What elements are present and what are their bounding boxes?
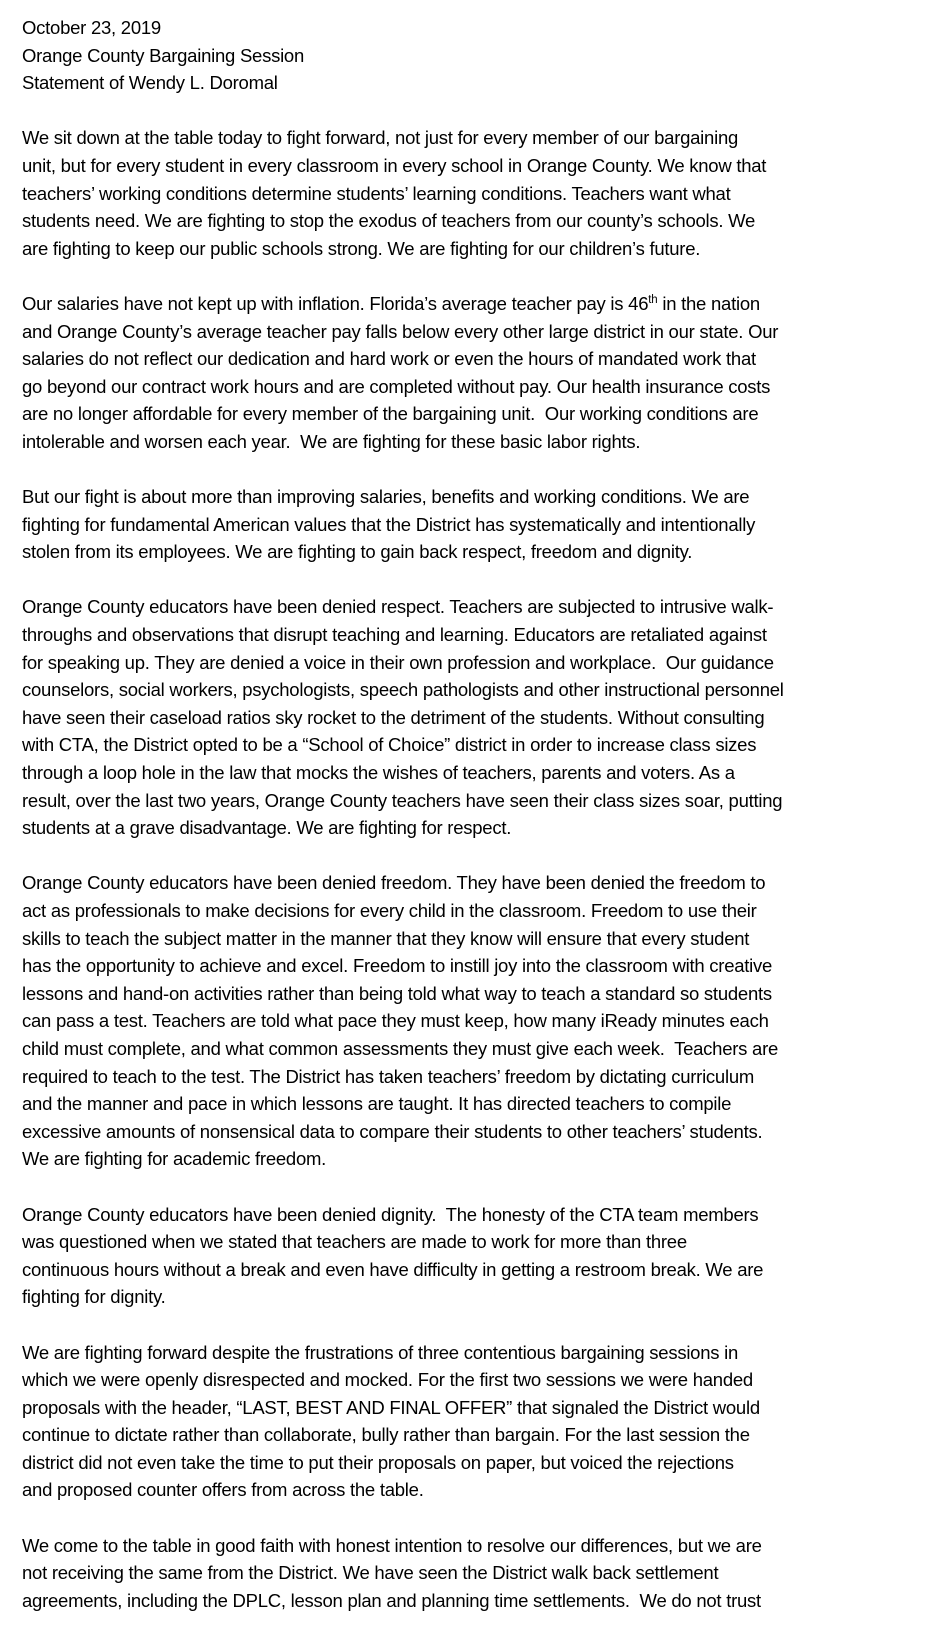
- text-line: skills to teach the subject matter in the manner that they know will ensure that every student: [22, 927, 750, 949]
- text-line: We are fighting for academic freedom.: [22, 1148, 327, 1170]
- paragraph: [22, 1339, 924, 1505]
- paragraph: [22, 483, 924, 566]
- text-line: have seen their caseload ratios sky rocket to the detriment of the students. Without consulting: [22, 706, 765, 728]
- paragraph: [22, 1201, 924, 1311]
- text-line: and Orange County’s average teacher pay falls below every other large district in our state. Our: [22, 320, 779, 342]
- text-line: through a loop hole in the law that mocks the wishes of teachers, parents and voters. As a: [22, 762, 735, 784]
- text-line: child must complete, and what common assessments they must give each week. Teachers are: [22, 1037, 779, 1059]
- text-line: fighting for dignity.: [22, 1286, 166, 1308]
- text-line: agreements, including the DPLC, lesson plan and planning time settlements. We do not trust: [22, 1589, 761, 1611]
- header-block: [22, 14, 924, 97]
- document-body: [22, 124, 924, 1614]
- text-line: Our salaries have not kept up with inflation. Florida’s average teacher pay is 46th in the nation: [22, 292, 760, 314]
- text-line: Orange County educators have been denied respect. Teachers are subjected to intrusive walk-: [22, 596, 774, 618]
- paragraph: [22, 290, 924, 456]
- text-line: proposals with the header, “LAST, BEST AND FINAL OFFER” that signaled the District would: [22, 1396, 760, 1418]
- text-line: for speaking up. They are denied a voice in their own profession and workplace. Our guidance: [22, 651, 774, 673]
- text-line: excessive amounts of nonsensical data to compare their students to other teachers’ students.: [22, 1120, 763, 1142]
- text-line: lessons and hand-on activities rather than being told what way to teach a standard so students: [22, 982, 772, 1004]
- text-line: We come to the table in good faith with honest intention to resolve our differences, but we are: [22, 1534, 762, 1556]
- header-line: Orange County Bargaining Session: [22, 44, 305, 66]
- paragraph: [22, 593, 924, 841]
- text-line: and the manner and pace in which lessons are taught. It has directed teachers to compile: [22, 1093, 732, 1115]
- text-line: teachers’ working conditions determine students’ learning conditions. Teachers want what: [22, 182, 731, 204]
- text-line: was questioned when we stated that teachers are made to work for more than three: [22, 1231, 687, 1253]
- text-line: are fighting to keep our public schools strong. We are fighting for our children’s future.: [22, 237, 701, 259]
- text-line: counselors, social workers, psychologists, speech pathologists and other instructional personnel: [22, 679, 784, 701]
- text-line: We are fighting forward despite the frustrations of three contentious bargaining sessions in: [22, 1341, 739, 1363]
- text-line: district did not even take the time to put their proposals on paper, but voiced the rejections: [22, 1451, 734, 1473]
- text-line: result, over the last two years, Orange County teachers have seen their class sizes soar, putting: [22, 789, 783, 811]
- text-line: fighting for fundamental American values that the District has systematically and intentionally: [22, 513, 756, 535]
- text-line: not receiving the same from the District. We have seen the District walk back settlement: [22, 1562, 719, 1584]
- paragraph: [22, 869, 924, 1173]
- text-line: can pass a test. Teachers are told what pace they must keep, how many iReady minutes each: [22, 1010, 769, 1032]
- text-line: stolen from its employees. We are fighting to gain back respect, freedom and dignity.: [22, 541, 693, 563]
- text-line: act as professionals to make decisions for every child in the classroom. Freedom to use their: [22, 900, 757, 921]
- text-line: continue to dictate rather than collaborate, bully rather than bargain. For the last session the: [22, 1424, 750, 1446]
- text-line: required to teach to the test. The District has taken teachers’ freedom by dictating curriculum: [22, 1065, 755, 1087]
- text-line: But our fight is about more than improving salaries, benefits and working conditions. We are: [22, 486, 750, 508]
- text-line: salaries do not reflect our dedication and hard work or even the hours of mandated work that: [22, 348, 756, 370]
- text-line: and proposed counter offers from across the table.: [22, 1479, 424, 1501]
- text-line: go beyond our contract work hours and are completed without pay. Our health insurance costs: [22, 375, 771, 397]
- text-line: Orange County educators have been denied freedom. They have been denied the freedom to: [22, 872, 766, 894]
- text-line: intolerable and worsen each year. We are fighting for these basic labor rights.: [22, 430, 641, 452]
- header-line: Statement of Wendy L. Doromal: [22, 72, 278, 94]
- text-line: with CTA, the District opted to be a “School of Choice” district in order to increase class sizes: [22, 734, 757, 756]
- text-line: throughs and observations that disrupt teaching and learning. Educators are retaliated against: [22, 624, 767, 646]
- text-line: Orange County educators have been denied dignity. The honesty of the CTA team members: [22, 1203, 759, 1225]
- text-line: continuous hours without a break and even have difficulty in getting a restroom break. We are: [22, 1258, 764, 1280]
- paragraph: [22, 124, 924, 262]
- text-line: students need. We are fighting to stop the exodus of teachers from our county’s schools. We: [22, 210, 756, 232]
- text-line: We sit down at the table today to fight forward, not just for every member of our bargaining: [22, 127, 739, 149]
- text-line: which we were openly disrespected and mocked. For the first two sessions we were handed: [22, 1369, 753, 1391]
- text-line: has the opportunity to achieve and excel. Freedom to instill joy into the classroom with creative: [22, 955, 773, 977]
- header-line: October 23, 2019: [22, 17, 161, 38]
- text-line: are no longer affordable for every member of the bargaining unit. Our working conditions are: [22, 403, 759, 425]
- text-line: students at a grave disadvantage. We are fighting for respect.: [22, 817, 512, 839]
- paragraph: [22, 1532, 924, 1615]
- text-line: unit, but for every student in every classroom in every school in Orange County. We know that: [22, 154, 767, 176]
